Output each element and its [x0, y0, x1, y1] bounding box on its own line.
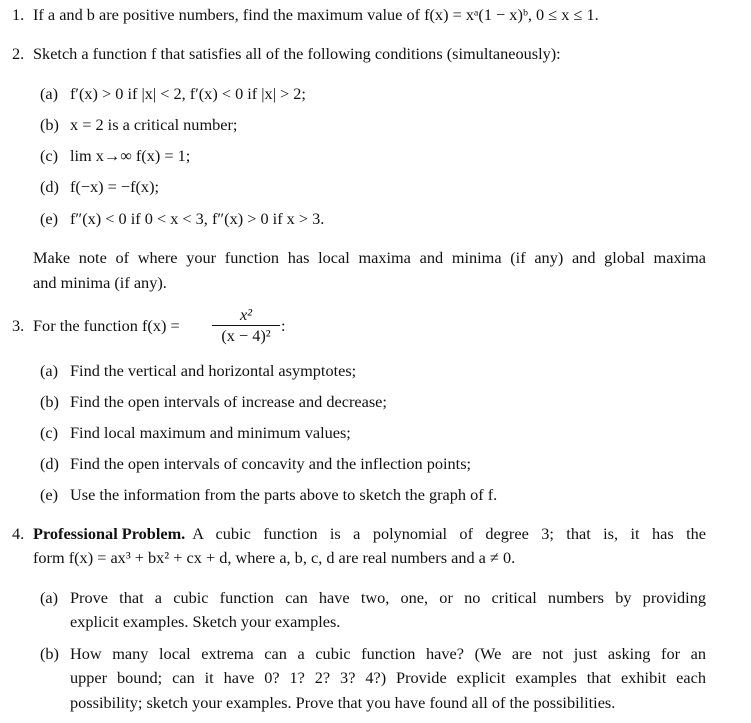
problem-number: 2.	[12, 44, 25, 63]
part-label: (c)	[40, 146, 59, 165]
part-text: possibility; sketch your examples. Prove that you have found all of the possibilities.	[70, 693, 616, 712]
part-text: explicit examples. Sketch your examples.	[70, 612, 341, 631]
colon: :	[281, 316, 286, 335]
part-label: (b)	[40, 392, 59, 411]
part-label: (e)	[40, 209, 59, 228]
part-label: (a)	[40, 588, 59, 607]
part-text: How many local extrema can a cubic function have? (We are not just asking for an	[70, 644, 706, 663]
problem-number: 4.	[12, 524, 25, 543]
note-line: and minima (if any).	[33, 273, 167, 292]
part-text: f′(x) > 0 if |x| < 2, f′(x) < 0 if |x| > 2;	[70, 84, 306, 103]
part-label: (b)	[40, 115, 59, 134]
part-text: Use the information from the parts above to sketch the graph of f.	[70, 485, 498, 504]
part-text: f″(x) < 0 if 0 < x < 3, f″(x) > 0 if x > 3.	[70, 209, 325, 228]
part-text: Find the open intervals of concavity and the inflection points;	[70, 454, 472, 473]
problem-number: 1.	[12, 5, 25, 24]
part-label: (d)	[40, 454, 59, 473]
part-text: Find the vertical and horizontal asymptotes;	[70, 361, 357, 380]
problem-text: form f(x) = ax³ + bx² + cx + d, where a, b, c, d are real numbers and a ≠ 0.	[33, 548, 516, 567]
part-label: (d)	[40, 177, 59, 196]
fraction	[212, 306, 280, 345]
problem-title: Professional Problem.	[33, 524, 186, 543]
problem-text: Sketch a function f that satisfies all of the following conditions (simultaneously):	[33, 44, 561, 63]
part-text: Find the open intervals of increase and decrease;	[70, 392, 387, 411]
part-text: f(−x) = −f(x);	[70, 177, 160, 196]
problem-text: A cubic function is a polynomial of degree 3; that is, it has the	[192, 524, 706, 543]
part-text: lim x→∞ f(x) = 1;	[70, 146, 191, 165]
part-label: (e)	[40, 485, 59, 504]
note-line: Make note of where your function has local maxima and minima (if any) and global maxima	[33, 248, 706, 267]
problem-number: 3.	[12, 316, 25, 335]
part-text: x = 2 is a critical number;	[70, 115, 238, 134]
part-label: (c)	[40, 423, 59, 442]
problem-text: If a and b are positive numbers, find the maximum value of f(x) = xᵃ(1 − x)ᵇ, 0 ≤ x ≤ 1.	[33, 5, 599, 24]
part-text: Find local maximum and minimum values;	[70, 423, 351, 442]
part-label: (a)	[40, 84, 59, 103]
part-label: (a)	[40, 361, 59, 380]
fraction-denominator: (x − 4)²	[221, 326, 271, 345]
problem-text: For the function f(x) =	[33, 316, 180, 335]
part-text: Prove that a cubic function can have two, one, or no critical numbers by providing	[70, 588, 706, 607]
part-text: upper bound; can it have 0? 1? 2? 3? 4?) Provide explicit examples that exhibit each	[70, 668, 706, 687]
problem-first-line	[33, 524, 706, 544]
part-label: (b)	[40, 644, 59, 663]
fraction-numerator: x²	[239, 305, 253, 324]
